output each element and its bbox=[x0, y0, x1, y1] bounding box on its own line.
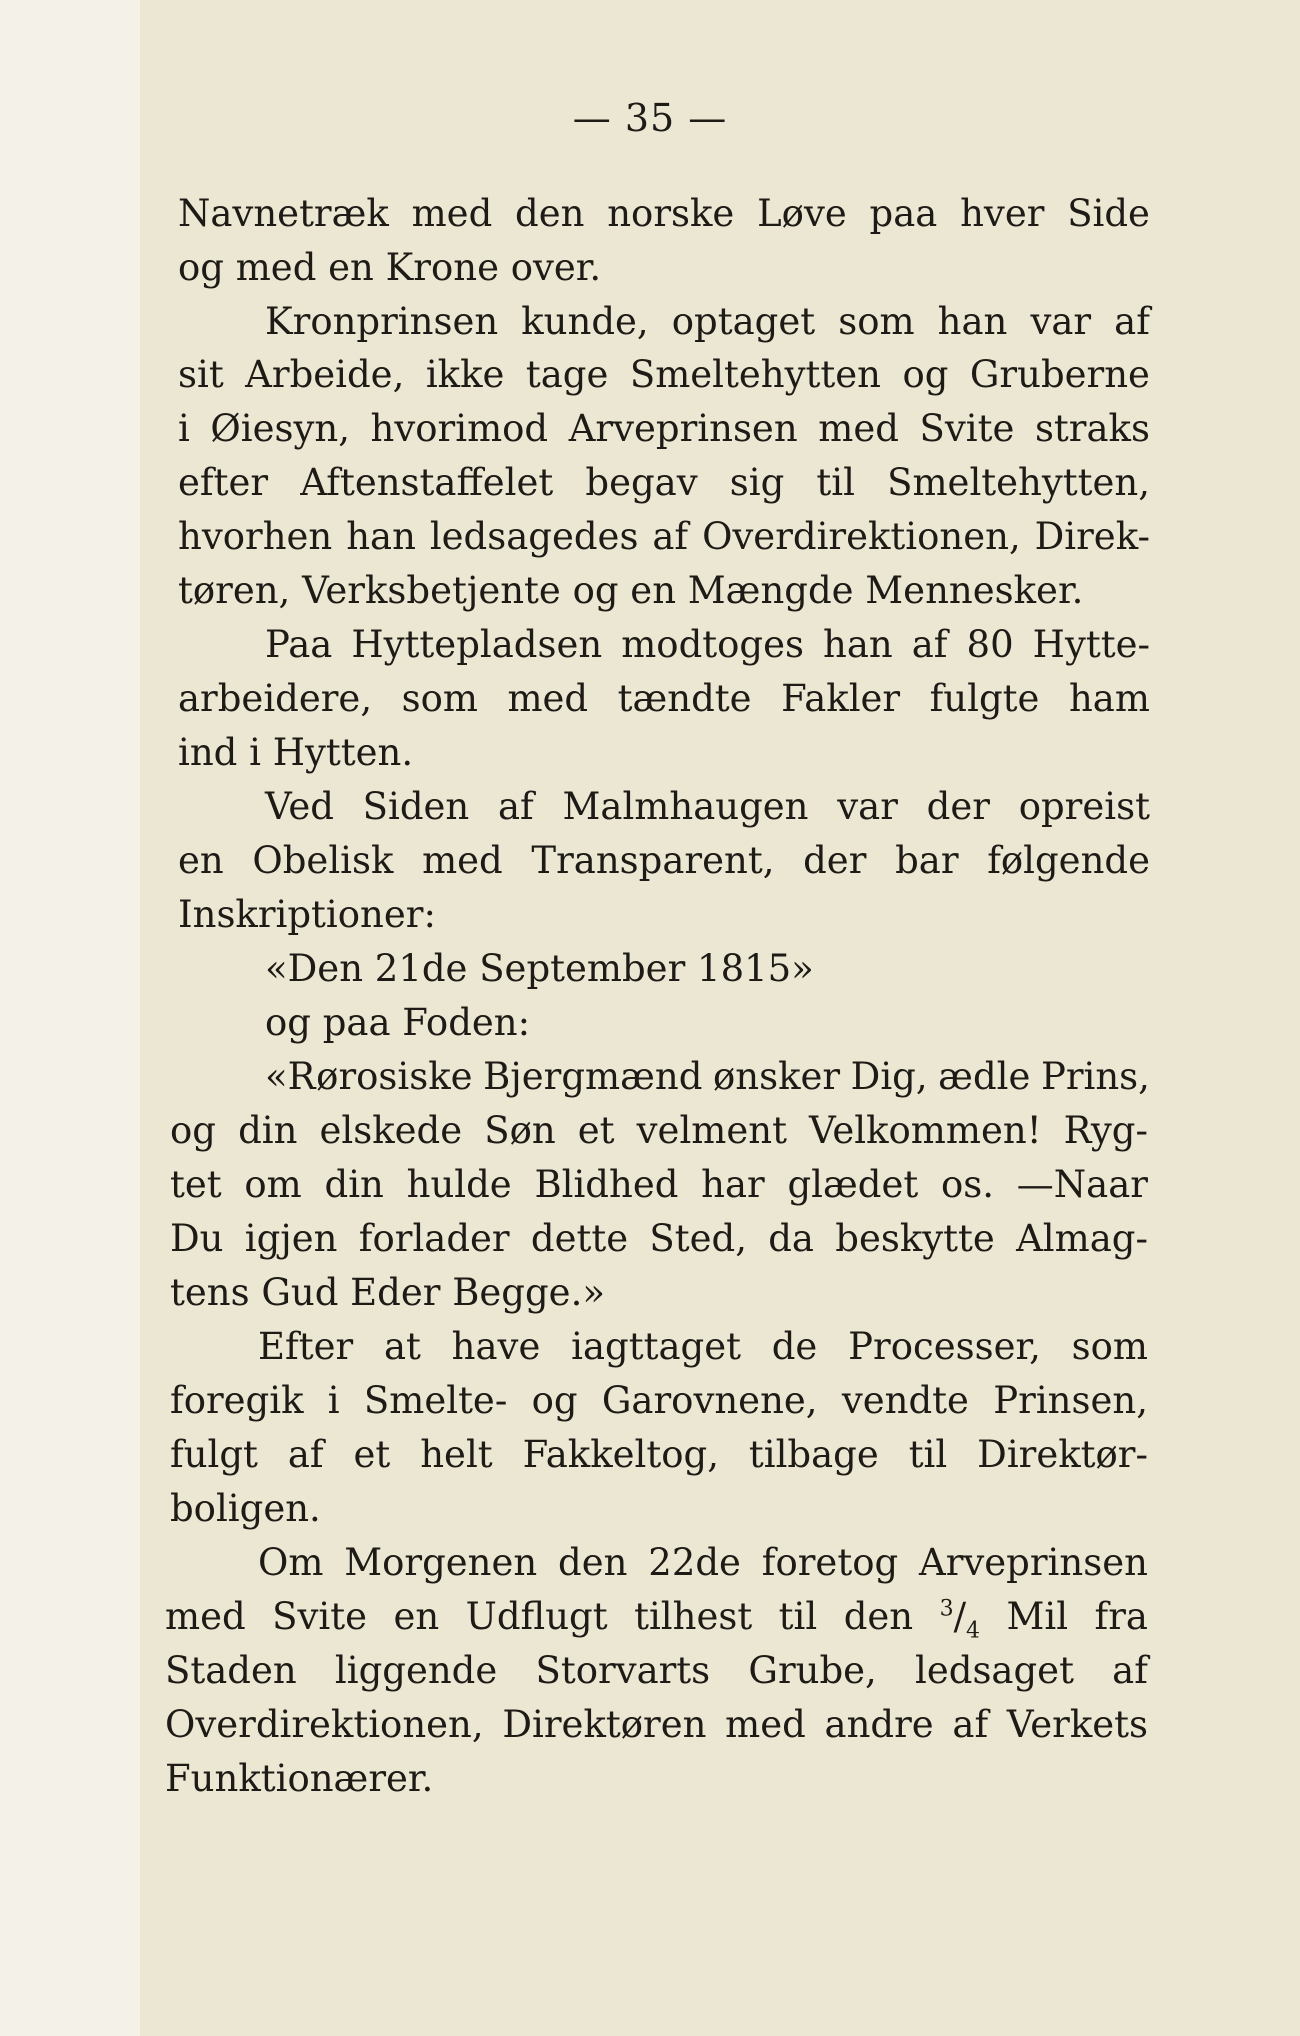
word: han bbox=[346, 515, 416, 558]
word: «Rørosiske bbox=[265, 1055, 473, 1098]
word: Prinsen, bbox=[993, 1379, 1148, 1422]
word: Morgenen bbox=[344, 1541, 538, 1584]
word: tilbage bbox=[748, 1433, 879, 1476]
word: tilhest bbox=[634, 1595, 753, 1638]
word: om bbox=[244, 1163, 302, 1206]
text-line bbox=[265, 1050, 1150, 1104]
text-line bbox=[178, 348, 1150, 402]
word: Smelte- bbox=[363, 1379, 508, 1422]
word: optaget bbox=[671, 300, 816, 343]
word: os. bbox=[940, 1163, 995, 1206]
word: kunde, bbox=[521, 300, 649, 343]
word: fra bbox=[1094, 1595, 1148, 1638]
word: Løve bbox=[757, 192, 847, 235]
text-line bbox=[178, 187, 1150, 241]
text-line: boligen. bbox=[170, 1487, 321, 1530]
word: ham bbox=[1068, 677, 1150, 720]
word: Side bbox=[1067, 192, 1150, 235]
word: Overdirektionen, bbox=[165, 1703, 484, 1746]
word: Smeltehytten, bbox=[887, 461, 1150, 504]
word: Staden bbox=[165, 1649, 297, 1692]
word: hvorimod bbox=[370, 407, 549, 450]
word: Verkets bbox=[1006, 1703, 1148, 1746]
text-line bbox=[265, 295, 1150, 349]
word: en bbox=[393, 1595, 440, 1638]
word: den bbox=[515, 192, 585, 235]
word: Du bbox=[170, 1217, 224, 1260]
word: Prins, bbox=[1040, 1055, 1150, 1098]
word: ædle bbox=[938, 1055, 1031, 1098]
word: efter bbox=[178, 461, 269, 504]
text-line: og paa Foden: bbox=[265, 1001, 531, 1044]
word: har bbox=[701, 1163, 765, 1206]
word: sig bbox=[729, 461, 785, 504]
word: til bbox=[816, 461, 855, 504]
word: en bbox=[178, 839, 224, 882]
word: var bbox=[837, 785, 898, 828]
text-line bbox=[258, 1320, 1148, 1374]
text-line bbox=[178, 510, 1150, 564]
word: Fakkeltog, bbox=[522, 1433, 719, 1476]
word: som bbox=[838, 300, 915, 343]
text-line: Funktionærer. bbox=[165, 1757, 434, 1800]
word: Gruberne bbox=[969, 353, 1150, 396]
text-line bbox=[178, 456, 1150, 510]
word: vendte bbox=[841, 1379, 969, 1422]
word: modtoges bbox=[621, 623, 804, 666]
word: Svite bbox=[919, 407, 1015, 450]
word: paa bbox=[869, 192, 938, 235]
word: og bbox=[531, 1379, 578, 1422]
word: ledsagedes bbox=[429, 515, 639, 558]
word: Arveprinsen bbox=[568, 407, 798, 450]
word: 22de bbox=[648, 1541, 741, 1584]
word: Paa bbox=[265, 623, 333, 666]
text-line bbox=[165, 1590, 1148, 1644]
word: liggende bbox=[334, 1649, 498, 1692]
word: din bbox=[238, 1109, 298, 1152]
word: Sted, bbox=[649, 1217, 747, 1260]
word: Velkommen! bbox=[809, 1109, 1042, 1152]
word: med bbox=[165, 1595, 246, 1638]
word: Obelisk bbox=[252, 839, 394, 882]
word: Aftenstaffelet bbox=[300, 461, 554, 504]
word: beskytte bbox=[835, 1217, 995, 1260]
word: ønsker bbox=[712, 1055, 841, 1098]
text-line: tens Gud Eder Begge.» bbox=[170, 1271, 605, 1314]
word: Arbeide, bbox=[245, 353, 405, 396]
word: Direk- bbox=[1034, 515, 1150, 558]
word: Blidhed bbox=[534, 1163, 679, 1206]
word: fulgte bbox=[929, 677, 1040, 720]
text-line bbox=[165, 1698, 1148, 1752]
word: helt bbox=[420, 1433, 493, 1476]
word: Overdirektionen, bbox=[702, 515, 1021, 558]
word: den bbox=[558, 1541, 628, 1584]
word: der bbox=[803, 839, 867, 882]
text-line: ind i Hytten. bbox=[178, 731, 414, 774]
text-line: tøren, Verksbetjente og en Mængde Mennesker. bbox=[178, 569, 1084, 612]
word: Ved bbox=[265, 785, 334, 828]
text-line: «Den 21de September 1815» bbox=[265, 947, 814, 990]
word: foretog bbox=[761, 1541, 899, 1584]
word: have bbox=[451, 1325, 541, 1368]
word: Direktøren bbox=[502, 1703, 707, 1746]
word: Processer, bbox=[848, 1325, 1041, 1368]
word: tage bbox=[525, 353, 609, 396]
text-line: og med en Krone over. bbox=[178, 246, 602, 289]
word: af bbox=[498, 785, 534, 828]
word: af bbox=[652, 515, 689, 558]
word: begav bbox=[585, 461, 698, 504]
word: af bbox=[1112, 1649, 1148, 1692]
word: Ryg- bbox=[1063, 1109, 1148, 1152]
word: et bbox=[353, 1433, 391, 1476]
word: Malmhaugen bbox=[562, 785, 809, 828]
word: i bbox=[327, 1379, 340, 1422]
word: Arveprinsen bbox=[918, 1541, 1148, 1584]
word: sit bbox=[178, 353, 224, 396]
word: dette bbox=[530, 1217, 629, 1260]
word: Søn bbox=[484, 1109, 556, 1152]
word: af bbox=[952, 1703, 989, 1746]
word: bar bbox=[895, 839, 959, 882]
word: med bbox=[818, 407, 899, 450]
word: til bbox=[908, 1433, 948, 1476]
text-line bbox=[170, 1158, 1148, 1212]
text-line bbox=[265, 780, 1150, 834]
word: og bbox=[902, 353, 949, 396]
word: iagttaget bbox=[571, 1325, 741, 1368]
word: 80 bbox=[966, 623, 1014, 666]
word: fulgt bbox=[170, 1433, 258, 1476]
text-line bbox=[170, 1212, 1148, 1266]
word: med bbox=[411, 192, 493, 235]
word: af bbox=[911, 623, 948, 666]
word: ikke bbox=[425, 353, 505, 396]
word: andre bbox=[824, 1703, 934, 1746]
word: hulde bbox=[406, 1163, 512, 1206]
word: Hytte- bbox=[1032, 623, 1150, 666]
word: Mil bbox=[1006, 1595, 1069, 1638]
word: Direktør- bbox=[977, 1433, 1148, 1476]
word: af bbox=[1114, 300, 1150, 343]
text-line bbox=[258, 1536, 1148, 1590]
word: den bbox=[843, 1595, 914, 1638]
word: og bbox=[170, 1109, 216, 1152]
word: foregik bbox=[170, 1379, 304, 1422]
word: at bbox=[383, 1325, 421, 1368]
word: Almag- bbox=[1016, 1217, 1148, 1260]
word: velment bbox=[636, 1109, 787, 1152]
word: da bbox=[768, 1217, 814, 1260]
word: Garovnene, bbox=[601, 1379, 818, 1422]
word: norske bbox=[607, 192, 735, 235]
word: Grube, bbox=[748, 1649, 877, 1692]
text-line: Inskriptioner: bbox=[178, 893, 436, 936]
word: Fakler bbox=[781, 677, 901, 720]
word: i bbox=[178, 407, 190, 450]
word: Om bbox=[258, 1541, 324, 1584]
word: Dig, bbox=[850, 1055, 928, 1098]
word: med bbox=[507, 677, 589, 720]
word: Transparent, bbox=[531, 839, 775, 882]
word: med bbox=[422, 839, 503, 882]
text-line bbox=[170, 1428, 1148, 1482]
word: som bbox=[401, 677, 478, 720]
word: tet bbox=[170, 1163, 222, 1206]
word: et bbox=[577, 1109, 615, 1152]
word: som bbox=[1071, 1325, 1148, 1368]
word: Efter bbox=[258, 1325, 354, 1368]
page-number: — 35 — bbox=[572, 96, 728, 140]
word: Smeltehytten bbox=[629, 353, 881, 396]
word: der bbox=[926, 785, 990, 828]
word: din bbox=[324, 1163, 384, 1206]
text-line bbox=[165, 1644, 1148, 1698]
word: han bbox=[823, 623, 893, 666]
word: arbeidere, bbox=[178, 677, 373, 720]
word: Navnetræk bbox=[178, 192, 389, 235]
word: opreist bbox=[1018, 785, 1150, 828]
word: elskede bbox=[319, 1109, 463, 1152]
word: ledsaget bbox=[915, 1649, 1074, 1692]
word: Kronprinsen bbox=[265, 300, 499, 343]
word: til bbox=[778, 1595, 818, 1638]
left-page-margin bbox=[0, 0, 140, 2036]
word: Svite bbox=[272, 1595, 367, 1638]
word: glædet bbox=[787, 1163, 919, 1206]
word: forlader bbox=[358, 1217, 510, 1260]
word: Udflugt bbox=[465, 1595, 608, 1638]
text-line bbox=[178, 672, 1150, 726]
word: hvorhen bbox=[178, 515, 333, 558]
text-line bbox=[265, 618, 1150, 672]
word: Bjergmænd bbox=[483, 1055, 703, 1098]
word: følgende bbox=[987, 839, 1150, 882]
word: han bbox=[937, 300, 1008, 343]
word: igjen bbox=[244, 1217, 338, 1260]
text-line bbox=[170, 1104, 1148, 1158]
text-line bbox=[170, 1374, 1148, 1428]
word: tændte bbox=[617, 677, 752, 720]
word: Storvarts bbox=[535, 1649, 711, 1692]
word: $^3/_4$ bbox=[939, 1595, 981, 1644]
word: hver bbox=[960, 192, 1045, 235]
word: af bbox=[287, 1433, 324, 1476]
word: Siden bbox=[362, 785, 470, 828]
word: Hyttepladsen bbox=[351, 623, 603, 666]
word: Øiesyn, bbox=[210, 407, 350, 450]
word: straks bbox=[1034, 407, 1150, 450]
text-line bbox=[178, 402, 1150, 456]
text-line bbox=[178, 834, 1150, 888]
word: de bbox=[771, 1325, 818, 1368]
word: var bbox=[1030, 300, 1092, 343]
word: med bbox=[725, 1703, 806, 1746]
word: —Naar bbox=[1016, 1163, 1148, 1206]
